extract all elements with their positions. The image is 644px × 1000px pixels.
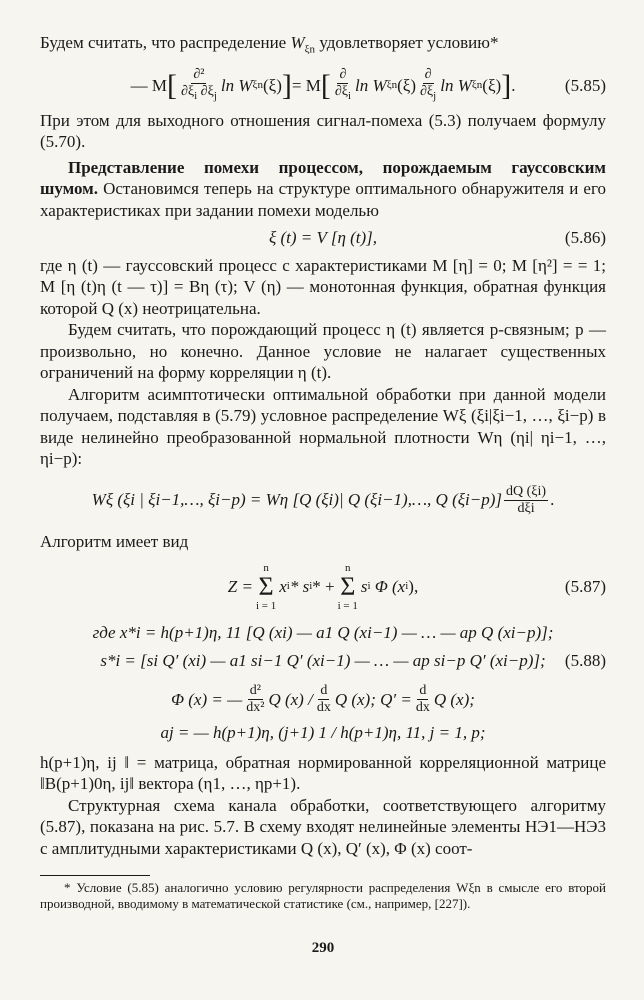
paragraph-algorithm: Алгоритм асимптотически оптимальной обработки при данной модели получаем, подставляя в (5.79) условное распределение Wξ (ξi|ξi−1, …, ξi−p) в виде нелинейно преобразованной нормальной плотности Wη (ηi| ηi−1, …, ηi−p): [40,384,606,469]
footnote-divider [40,875,150,876]
equation-5-88: s*i = [si Q′ (xi) — a1 si−1 Q′ (xi−1) — … — ap si−p Q′ (xi−p)]; (5.88) [100,650,606,670]
paragraph-noise-model: Представление помехи процессом, порождаемым гауссовским шумом. Остановимся теперь на структуре оптимального обнаружителя и его характеристиках при задании помехи моделью [40,157,607,220]
paragraph-intro: Будем считать, что распределение $W_{\xi n}$ удовлетворяет условию* [40,33,499,56]
equation-5-86: ξ (t) = V [η (t)], (5.86) [268,228,606,248]
page [40,32,606,960]
paragraph-gaussian: где η (t) — гауссовский процесс с характеристиками M [η] = 0; M [η²] = = 1; M [η (t)η (t — τ)] = Bη (τ); V (η) — монотонная функция, обратная функция которой Q (x) неотрицательна. [40,255,606,318]
equation-a-j: aj = — h(p+1)η, (j+1) 1 / h(p+1)η, 11, j = 1, p; [160,723,486,743]
equation-x-star: где x*i = h(p+1)η, 11 [Q (xi) — a1 Q (xi−1) — … — ap Q (xi−p)]; [92,623,554,643]
equation-number: (5.86) [564,228,606,248]
paragraph-p-connected: Будем считать, что порождающий процесс η (t) является p-связным; p — произвольно, но конечно. Данное условие не налагает существенных ограничений на форму корреляции η (t). [40,320,606,383]
equation-conditional-distribution: Wξ (ξi | ξi−1,…, ξi−p) = Wη [Q (ξi)| Q (ξi−1),…, Q (ξi−p)] $\frac{dQ (\xi i)}{\text{dξi}}$ . [91,483,555,516]
footnote: * Условие (5.85) аналогично условию регулярности распределения Wξn в смысле его второй производной, вводимому в математической статистике (см., например, [227]). [40,880,606,912]
paragraph-matrix: h(p+1)η, ij ‖ = матрица, обратная нормированной корреляционной матрице ‖B(p+1)0η, ij‖ вектора (η1, …, ηp+1). [40,752,606,794]
equation-number: (5.85) [564,75,606,95]
equation-5-87: Z = n Σ i = 1 x i * s i * + n Σ i = 1 s i Φ (x i ), (5.87) [227,562,606,613]
equation-5-85: — M [ $\frac{\text{∂²}}{\partial\xi_i \partial\xi_j}$ ln W ξn (ξ) ] = M [ $\frac{\partial}{\partial\xi_i}$ ln W ξn (ξ) $\frac{\partial}{\partial\xi_j}$ ln W ξn (ξ) ] . (5.85) [130,66,606,102]
paragraph-structure: Структурная схема канала обработки, соответствующего алгоритму (5.87), показана на рис. 5.7. В схему входят нелинейные элементы НЭ1—НЭ3 с амплитудными характеристиками Q (x), Q′ (x), Φ (x) соот- [40,795,606,858]
equation-number: (5.88) [564,650,606,670]
equation-number: (5.87) [564,577,606,597]
page-number: 290 [311,940,335,957]
equation-phi: Φ (x) = — $\frac{\text{d²}}{\text{dx²}}$ Q (x) / $\frac{d}{dx}$ Q (x); Q′ = $\frac{d}{dx}$ Q (x); [171,683,475,716]
paragraph-formula: При этом для выходного отношения сигнал-помеха (5.3) получаем формулу (5.70). [40,110,606,152]
paragraph-algorithm-form: Алгоритм имеет вид [40,531,189,551]
